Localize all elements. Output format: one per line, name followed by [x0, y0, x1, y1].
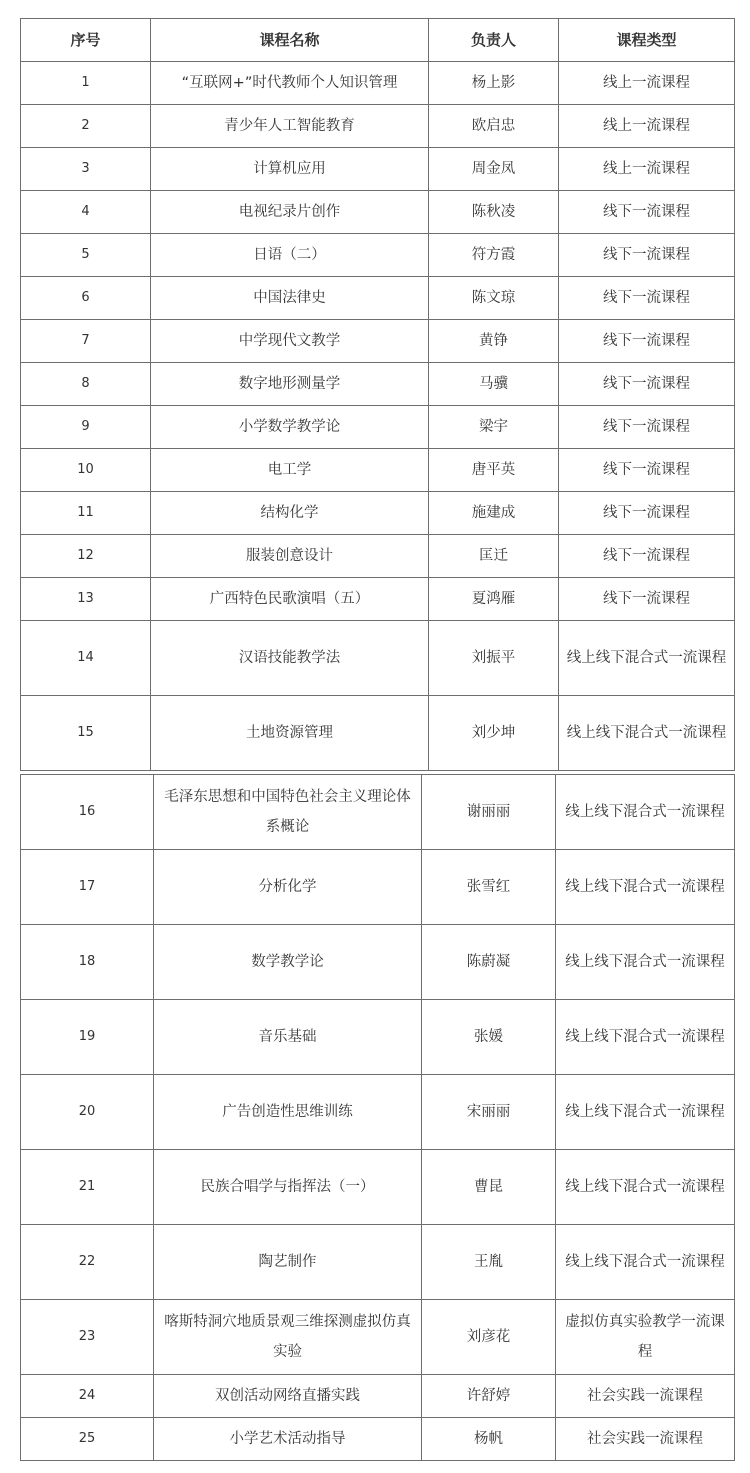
course-name: 土地资源管理 — [151, 696, 429, 771]
table-row — [21, 1000, 735, 1075]
course-type: 线上线下混合式一流课程 — [559, 621, 735, 696]
row-number: 10 — [21, 449, 151, 492]
course-lead: 马骥 — [429, 363, 559, 406]
course-name: 分析化学 — [154, 850, 422, 925]
course-table-bottom — [20, 774, 735, 1461]
course-name: 服装创意设计 — [151, 535, 429, 578]
course-type: 线下一流课程 — [559, 234, 735, 277]
table-row — [21, 148, 735, 191]
table-row — [21, 62, 735, 105]
course-lead: 施建成 — [429, 492, 559, 535]
course-type: 线下一流课程 — [559, 492, 735, 535]
course-type: 线上线下混合式一流课程 — [556, 1075, 735, 1150]
row-number: 8 — [21, 363, 151, 406]
table-row — [21, 105, 735, 148]
course-name: 青少年人工智能教育 — [151, 105, 429, 148]
table-row — [21, 234, 735, 277]
course-table-top — [20, 18, 735, 771]
course-type: 虚拟仿真实验教学一流课程 — [556, 1300, 735, 1375]
course-lead: 周金凤 — [429, 148, 559, 191]
course-type: 线下一流课程 — [559, 277, 735, 320]
table-row — [21, 492, 735, 535]
row-number: 15 — [21, 696, 151, 771]
course-lead: 符方霞 — [429, 234, 559, 277]
row-number: 21 — [21, 1150, 154, 1225]
course-type: 线上一流课程 — [559, 62, 735, 105]
course-type: 线上线下混合式一流课程 — [556, 850, 735, 925]
course-type: 线下一流课程 — [559, 578, 735, 621]
course-lead: 杨上影 — [429, 62, 559, 105]
course-lead: 夏鸿雁 — [429, 578, 559, 621]
row-number: 22 — [21, 1225, 154, 1300]
course-lead: 张雪红 — [422, 850, 556, 925]
table-row — [21, 1150, 735, 1225]
row-number: 25 — [21, 1418, 154, 1461]
course-name: “互联网+”时代教师个人知识管理 — [151, 62, 429, 105]
row-number: 16 — [21, 775, 154, 850]
course-name: 中学现代文教学 — [151, 320, 429, 363]
course-lead: 王胤 — [422, 1225, 556, 1300]
table-row — [21, 1075, 735, 1150]
row-number: 4 — [21, 191, 151, 234]
course-lead: 刘少坤 — [429, 696, 559, 771]
row-number: 19 — [21, 1000, 154, 1075]
course-name: 喀斯特洞穴地质景观三维探测虚拟仿真实验 — [154, 1300, 422, 1375]
course-name: 日语（二） — [151, 234, 429, 277]
course-lead: 梁宇 — [429, 406, 559, 449]
course-type: 线上线下混合式一流课程 — [556, 1000, 735, 1075]
table-row — [21, 850, 735, 925]
table-row — [21, 696, 735, 771]
course-type: 线下一流课程 — [559, 449, 735, 492]
course-lead: 唐平英 — [429, 449, 559, 492]
course-lead: 陈蔚凝 — [422, 925, 556, 1000]
table-body-bottom — [21, 775, 735, 1461]
header-no: 序号 — [21, 19, 151, 62]
course-name: 陶艺制作 — [154, 1225, 422, 1300]
table-row — [21, 1418, 735, 1461]
row-number: 24 — [21, 1375, 154, 1418]
course-name: 广西特色民歌演唱（五） — [151, 578, 429, 621]
table-row — [21, 320, 735, 363]
course-name: 数字地形测量学 — [151, 363, 429, 406]
course-name: 电视纪录片创作 — [151, 191, 429, 234]
course-lead: 宋丽丽 — [422, 1075, 556, 1150]
course-lead: 许舒婷 — [422, 1375, 556, 1418]
table-row — [21, 406, 735, 449]
row-number: 6 — [21, 277, 151, 320]
table-row — [21, 621, 735, 696]
row-number: 7 — [21, 320, 151, 363]
course-type: 线上线下混合式一流课程 — [556, 1150, 735, 1225]
row-number: 1 — [21, 62, 151, 105]
course-type: 线下一流课程 — [559, 406, 735, 449]
course-type: 线下一流课程 — [559, 363, 735, 406]
course-name: 民族合唱学与指挥法（一） — [154, 1150, 422, 1225]
course-name: 电工学 — [151, 449, 429, 492]
course-type: 线下一流课程 — [559, 535, 735, 578]
row-number: 18 — [21, 925, 154, 1000]
header-course-name: 课程名称 — [151, 19, 429, 62]
table-row — [21, 578, 735, 621]
table-row — [21, 1300, 735, 1375]
course-lead: 陈秋凌 — [429, 191, 559, 234]
course-type: 线上线下混合式一流课程 — [556, 925, 735, 1000]
row-number: 12 — [21, 535, 151, 578]
header-course-type: 课程类型 — [559, 19, 735, 62]
row-number: 9 — [21, 406, 151, 449]
course-name: 小学数学教学论 — [151, 406, 429, 449]
table-row — [21, 449, 735, 492]
table-row — [21, 363, 735, 406]
course-lead: 刘振平 — [429, 621, 559, 696]
course-type: 线上线下混合式一流课程 — [556, 775, 735, 850]
row-number: 17 — [21, 850, 154, 925]
table-body-top — [21, 62, 735, 771]
course-type: 线上线下混合式一流课程 — [556, 1225, 735, 1300]
course-name: 毛泽东思想和中国特色社会主义理论体系概论 — [154, 775, 422, 850]
course-lead: 张媛 — [422, 1000, 556, 1075]
course-type: 社会实践一流课程 — [556, 1375, 735, 1418]
row-number: 23 — [21, 1300, 154, 1375]
course-name: 音乐基础 — [154, 1000, 422, 1075]
course-name: 中国法律史 — [151, 277, 429, 320]
table-row — [21, 925, 735, 1000]
course-lead: 欧启忠 — [429, 105, 559, 148]
row-number: 11 — [21, 492, 151, 535]
course-name: 计算机应用 — [151, 148, 429, 191]
course-name: 数学教学论 — [154, 925, 422, 1000]
course-type: 社会实践一流课程 — [556, 1418, 735, 1461]
course-lead: 谢丽丽 — [422, 775, 556, 850]
course-name: 结构化学 — [151, 492, 429, 535]
course-lead: 曹昆 — [422, 1150, 556, 1225]
row-number: 20 — [21, 1075, 154, 1150]
row-number: 14 — [21, 621, 151, 696]
course-name: 小学艺术活动指导 — [154, 1418, 422, 1461]
course-lead: 匡迁 — [429, 535, 559, 578]
course-type: 线上一流课程 — [559, 148, 735, 191]
table-row — [21, 277, 735, 320]
row-number: 5 — [21, 234, 151, 277]
table-row — [21, 775, 735, 850]
course-lead: 刘彦花 — [422, 1300, 556, 1375]
header-lead: 负责人 — [429, 19, 559, 62]
course-lead: 杨帆 — [422, 1418, 556, 1461]
table-row — [21, 1375, 735, 1418]
table-row — [21, 535, 735, 578]
course-type: 线上线下混合式一流课程 — [559, 696, 735, 771]
table-row — [21, 1225, 735, 1300]
course-lead: 陈文琼 — [429, 277, 559, 320]
table-row — [21, 191, 735, 234]
course-name: 广告创造性思维训练 — [154, 1075, 422, 1150]
row-number: 3 — [21, 148, 151, 191]
course-name: 双创活动网络直播实践 — [154, 1375, 422, 1418]
table-header-row — [21, 19, 735, 62]
course-type: 线上一流课程 — [559, 105, 735, 148]
course-name: 汉语技能教学法 — [151, 621, 429, 696]
course-type: 线下一流课程 — [559, 191, 735, 234]
row-number: 13 — [21, 578, 151, 621]
course-lead: 黄铮 — [429, 320, 559, 363]
course-type: 线下一流课程 — [559, 320, 735, 363]
row-number: 2 — [21, 105, 151, 148]
